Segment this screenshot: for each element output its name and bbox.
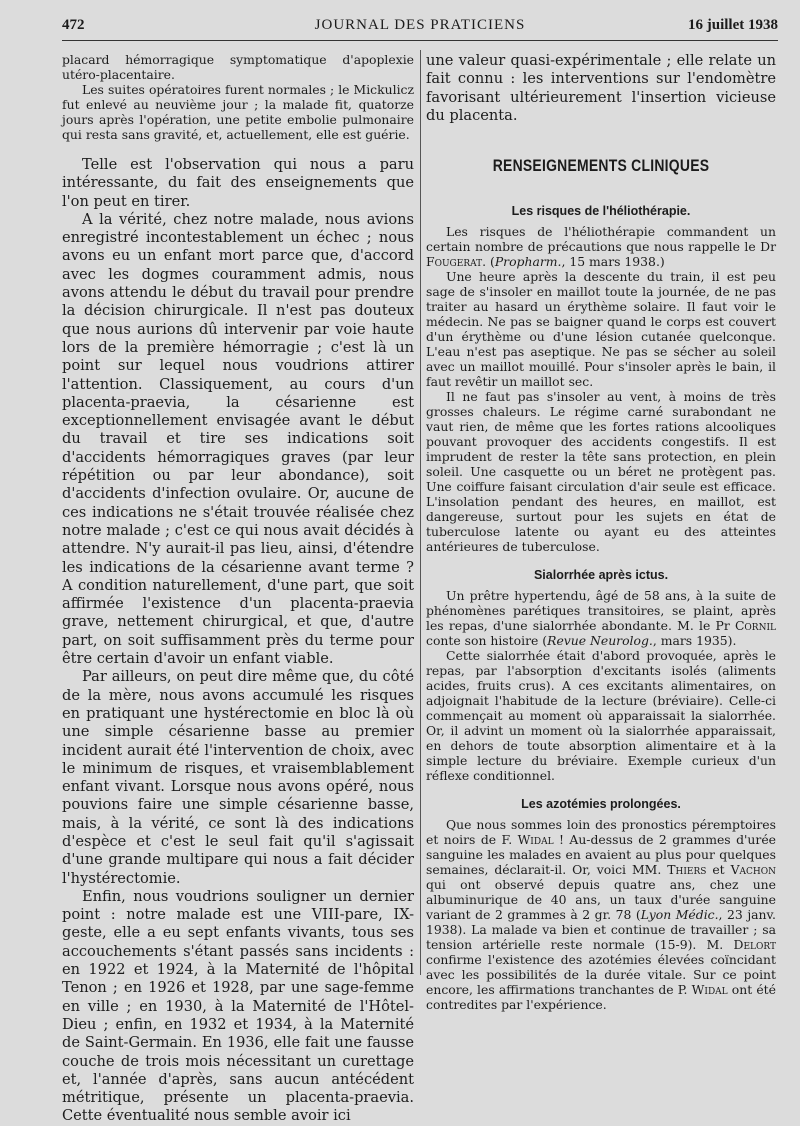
- right-column: [426, 52, 776, 1012]
- section-title: RENSEIGNEMENTS CLINIQUES: [492, 156, 710, 176]
- paragraph: Que nous sommes loin des pronostics péremptoires et noirs de F. Widal ! Au-dessus de 2 grammes d'urée sanguine les malades en avaient au plus pour quelques semaines, déclarait-il. Or, voici MM. Thiers et Vachon qui ont observé depuis quatre ans, chez une albuminurique de 40 ans, un taux d'urée sanguine variant de 2 grammes à 2 gr. 78 (Lyon Médic., 23 janv. 1938). La malade va bien et continue de travailler ; sa tension artérielle reste normale (15-9). M. Delort confirme l'existence des azotémies élevées coïncidant avec les possibilités de la durée vitale. Sur ce point encore, les affirmations tranchantes de P. Widal ont été contredites par l'expérience.: [426, 817, 776, 1013]
- paragraph: Un prêtre hypertendu, âgé de 58 ans, à la suite de phénomènes parétiques transitoires, se plaint, après les repas, d'une sialorrhée abondante. M. le Pr Cornil conte son histoire (Revue Neurolog., mars 1935).: [426, 588, 776, 649]
- paragraph: Il ne faut pas s'insoler au vent, à moins de très grosses chaleurs. Le régime carné surabondant ne vaut rien, de même que les fortes rations alcooliques pouvant provoquer des accidents congestifs. Il est imprudent de rester la tête sans protection, en plein soleil. Une casquette ou un béret ne protègent pas. Une coiffure faisant circulation d'air seule est efficace. L'insolation pendant des heures, en maillot, est dangereuse, surtout pour les sujets en état de tuberculose latente ou ayant eu des atteintes antérieures de tuberculose.: [426, 389, 776, 555]
- author-name: Widal: [517, 832, 554, 848]
- page-header: [62, 14, 778, 41]
- source-citation: Revue Neurolog.: [547, 633, 653, 649]
- article-title: Sialorrhée après ictus.: [533, 568, 669, 583]
- paragraph: Les suites opératoires furent normales ; le Mickulicz fut enlevé au neuvième jour ; la malade fit, quatorze jours après l'opération, une petite embolie pulmonaire qui resta sans gravité, et, actuellement, elle est guérie.: [62, 82, 414, 142]
- journal-title: JOURNAL DES PRATICIENS: [314, 17, 526, 33]
- author-name: Fougerat: [426, 254, 483, 270]
- paragraph: une valeur quasi-expérimentale ; elle relate un fait connu : les interventions sur l'endomètre favorisant ultérieurement l'insertion vicieuse du placenta.: [426, 52, 776, 124]
- paragraph: A la vérité, chez notre malade, nous avions enregistré incontestablement un échec ; nous avons eu un enfant mort parce que, d'accord avec les dogmes couramment admis, nous avons attendu le début du travail pour prendre la décision chirurgicale. Il n'est pas douteux que nous aurions dû intervenir par voie haute lors de la première hémorragie ; c'est là un point sur lequel nous voudrions attirer l'attention. Classiquement, au cours d'un placenta-praevia, la césarienne est exceptionnellement envisagée avant le début du travail et tire ses indications soit d'accidents hémorragiques graves (par leur répétition ou par leur abondance), soit d'accidents d'infection ovulaire. Or, aucune de ces indications ne s'était trouvée réalisée chez notre malade ; c'est ce qui nous avait décidés à attendre. N'y aurait-il pas lieu, ainsi, d'étendre les indications de la césarienne avant terme ? A condition naturellement, d'une part, que soit affirmée l'existence d'un placenta-praevia grave, nettement chirurgical, et que, d'autre part, on soit suffisamment près du terme pour être certain d'avoir un enfant viable.: [62, 210, 414, 668]
- paragraph: Par ailleurs, on peut dire même que, du côté de la mère, nous avons accumulé les risques en pratiquant une hystérectomie en bloc là où une simple césarienne basse au premier incident aurait été l'intervention de choix, avec le minimum de risques, et vraisemblablement enfant vivant. Lorsque nous avons opéré, nous pouvions faire une simple césarienne basse, mais, à la vérité, ce sont là des indications d'espèce et c'est le seul fait qu'il s'agissait d'une grande multipare qui nous a fait décider l'hystérectomie.: [62, 668, 414, 887]
- issue-date: 16 juillet 1938: [688, 17, 778, 33]
- source-citation: Lyon Médic.: [640, 907, 719, 923]
- column-divider: [420, 50, 421, 975]
- paragraph: placard hémorragique symptomatique d'apoplexie utéro-placentaire.: [62, 52, 414, 82]
- author-name: Delort: [733, 937, 776, 953]
- paragraph: Les risques de l'héliothérapie commandent un certain nombre de précautions que nous rappelle le Dr Fougerat. (Propharm., 15 mars 1938.): [426, 224, 776, 270]
- author-name: Thiers: [667, 862, 707, 878]
- paragraph: Enfin, nous voudrions souligner un dernier point : notre malade est une VIII-pare, IX-geste, elle a eu sept enfants vivants, tous ses accouchements s'étant passés sans incidents : en 1922 et 1924, à la Maternité de l'hôpital Tenon ; en 1926 et 1928, par une sage-femme en ville ; en 1930, à la Maternité de l'Hôtel-Dieu ; enfin, en 1932 et 1934, à la Maternité de Saint-Germain. En 1936, elle fait une fausse couche de trois mois nécessitant un curettage et, l'année d'après, sans aucun antécédent métritique, présente un placenta-praevia. Cette éventualité nous semble avoir ici: [62, 887, 414, 1125]
- left-column: [62, 52, 414, 1126]
- article-title: Les risques de l'héliothérapie.: [511, 204, 691, 219]
- author-name: Cornil: [734, 618, 776, 634]
- paragraph: Une heure après la descente du train, il est peu sage de s'insoler en maillot toute la journée, de ne pas traiter au hasard un érythème solaire. Il faut voir le médecin. Ne pas se baigner quand le corps est couvert d'un érythème ou d'une lésion cutanée quelconque. L'eau n'est pas aseptique. Ne pas se sécher au soleil avec un maillot mouillé. Pour s'insoler après le bain, il faut revêtir un maillot sec.: [426, 269, 776, 390]
- author-name: Widal: [691, 982, 728, 998]
- page-number: 472: [62, 17, 85, 33]
- source-citation: Propharm.: [494, 254, 562, 270]
- author-name: Vachon: [730, 862, 776, 878]
- paragraph: Telle est l'observation qui nous a paru intéressante, du fait des enseignements que l'on peut en tirer.: [62, 156, 414, 210]
- article-title: Les azotémies prolongées.: [521, 797, 681, 812]
- paragraph: Cette sialorrhée était d'abord provoquée, après le repas, par l'absorption d'excitants isolés (aliments acides, fruits crus). A ces excitants alimentaires, on adjoignait l'habitude de la lecture (bréviaire). Celle-ci commençait au moment où apparaissait la sialorrhée. Or, il advint un moment où la sialorrhée apparaissait, en dehors de toute absorption alimentaire et à la simple lecture du bréviaire. Exemple curieux d'un réflexe conditionnel.: [426, 648, 776, 784]
